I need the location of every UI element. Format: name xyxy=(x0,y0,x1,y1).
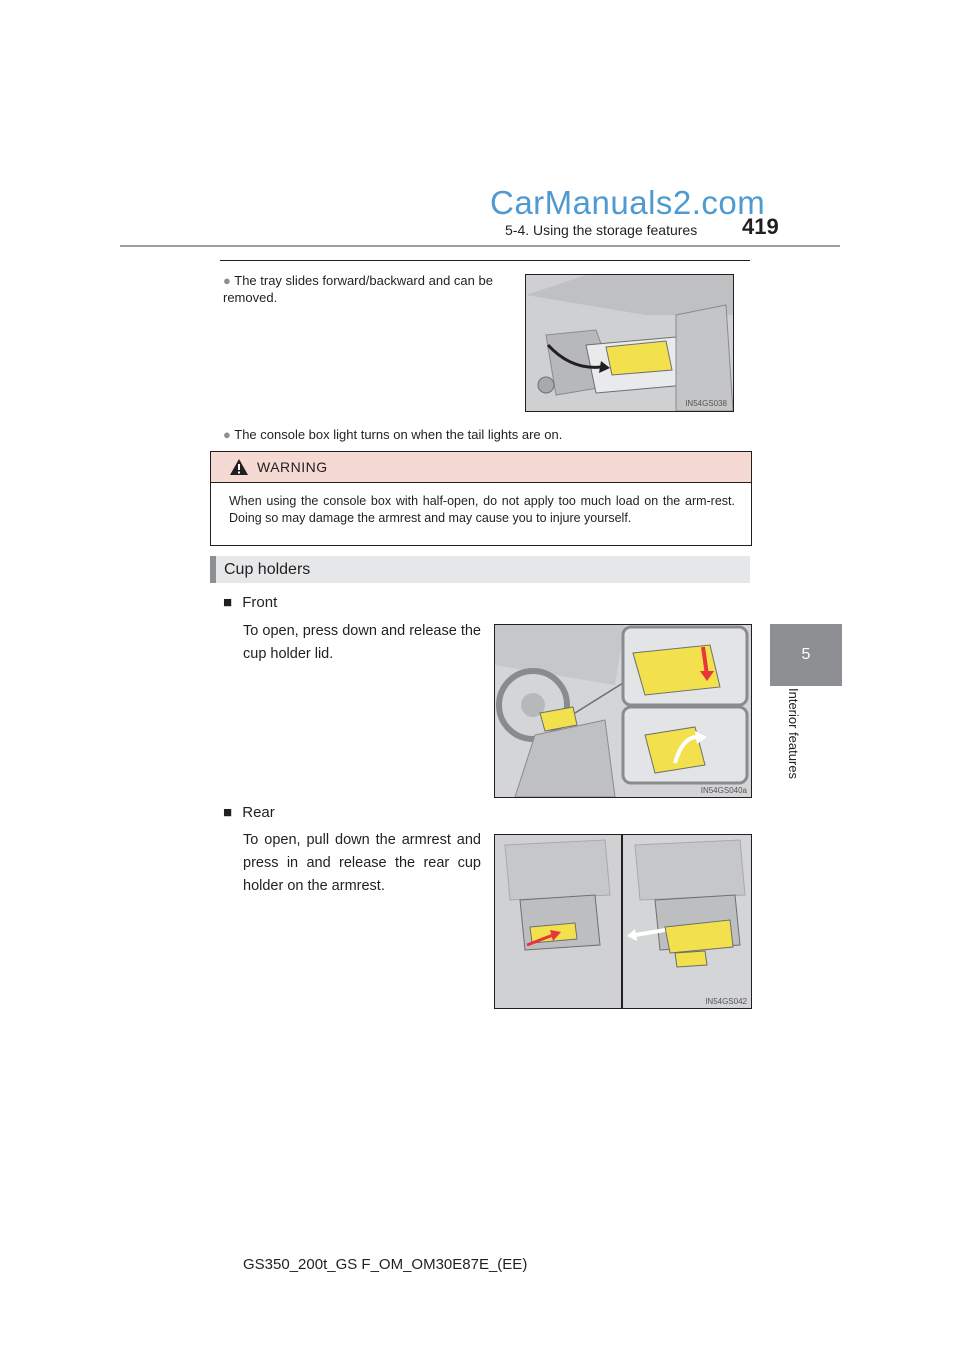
rear-cup-holder-illustration xyxy=(495,835,751,1008)
subsection-text-front: To open, press down and release the cup holder lid. xyxy=(243,623,481,662)
figure-rear-cup-holder xyxy=(494,834,752,1009)
subsection-text-rear: To open, pull down the armrest and press in and release the rear cup holder on the armrest. xyxy=(243,832,481,894)
warning-text: When using the console box with half-open, do not apply too much load on the arm-rest. Doing so may damage the armrest and may cause you to injure yourself. xyxy=(229,494,735,525)
bullet-dot-icon: ● xyxy=(223,273,231,288)
warning-triangle-icon xyxy=(229,458,249,476)
bullet-dot-icon: ● xyxy=(223,427,231,442)
warning-title: WARNING xyxy=(257,459,328,475)
section-title: Cup holders xyxy=(224,560,311,578)
bullet-item xyxy=(223,272,515,306)
bullet-text: The console box light turns on when the tail lights are on. xyxy=(234,427,563,442)
chapter-tab xyxy=(770,624,842,686)
subsection-heading-rear xyxy=(223,804,275,821)
figure-front-cup-holder xyxy=(494,624,752,798)
subsection-title: Front xyxy=(242,594,278,611)
footer-doc-code: GS350_200t_GS F_OM_OM30E87E_(EE) xyxy=(243,1256,528,1273)
figure-code: IN54GS040a xyxy=(700,786,747,795)
subsection-heading-front xyxy=(223,594,277,611)
header-rule xyxy=(120,245,840,247)
warning-box xyxy=(210,451,752,546)
section-header-title: 5-4. Using the storage features xyxy=(505,222,698,238)
section-heading xyxy=(210,556,750,583)
watermark: CarManuals2.com xyxy=(490,184,766,221)
figure-code: IN54GS038 xyxy=(685,399,727,408)
warning-header xyxy=(211,452,751,483)
figure-console-tray xyxy=(525,274,734,412)
content-top-rule xyxy=(220,260,750,261)
bullet-item xyxy=(223,426,743,443)
square-bullet-icon: ■ xyxy=(223,804,233,821)
bullet-text: The tray slides forward/backward and can be removed. xyxy=(223,273,493,305)
figure-code: IN54GS042 xyxy=(705,997,747,1006)
square-bullet-icon: ■ xyxy=(223,594,233,611)
page-number: 419 xyxy=(742,214,779,239)
subsection-title: Rear xyxy=(242,804,275,821)
chapter-number: 5 xyxy=(801,646,811,663)
front-cup-holder-illustration xyxy=(495,625,751,797)
chapter-label: Interior features xyxy=(786,688,801,780)
console-tray-illustration xyxy=(526,275,733,411)
